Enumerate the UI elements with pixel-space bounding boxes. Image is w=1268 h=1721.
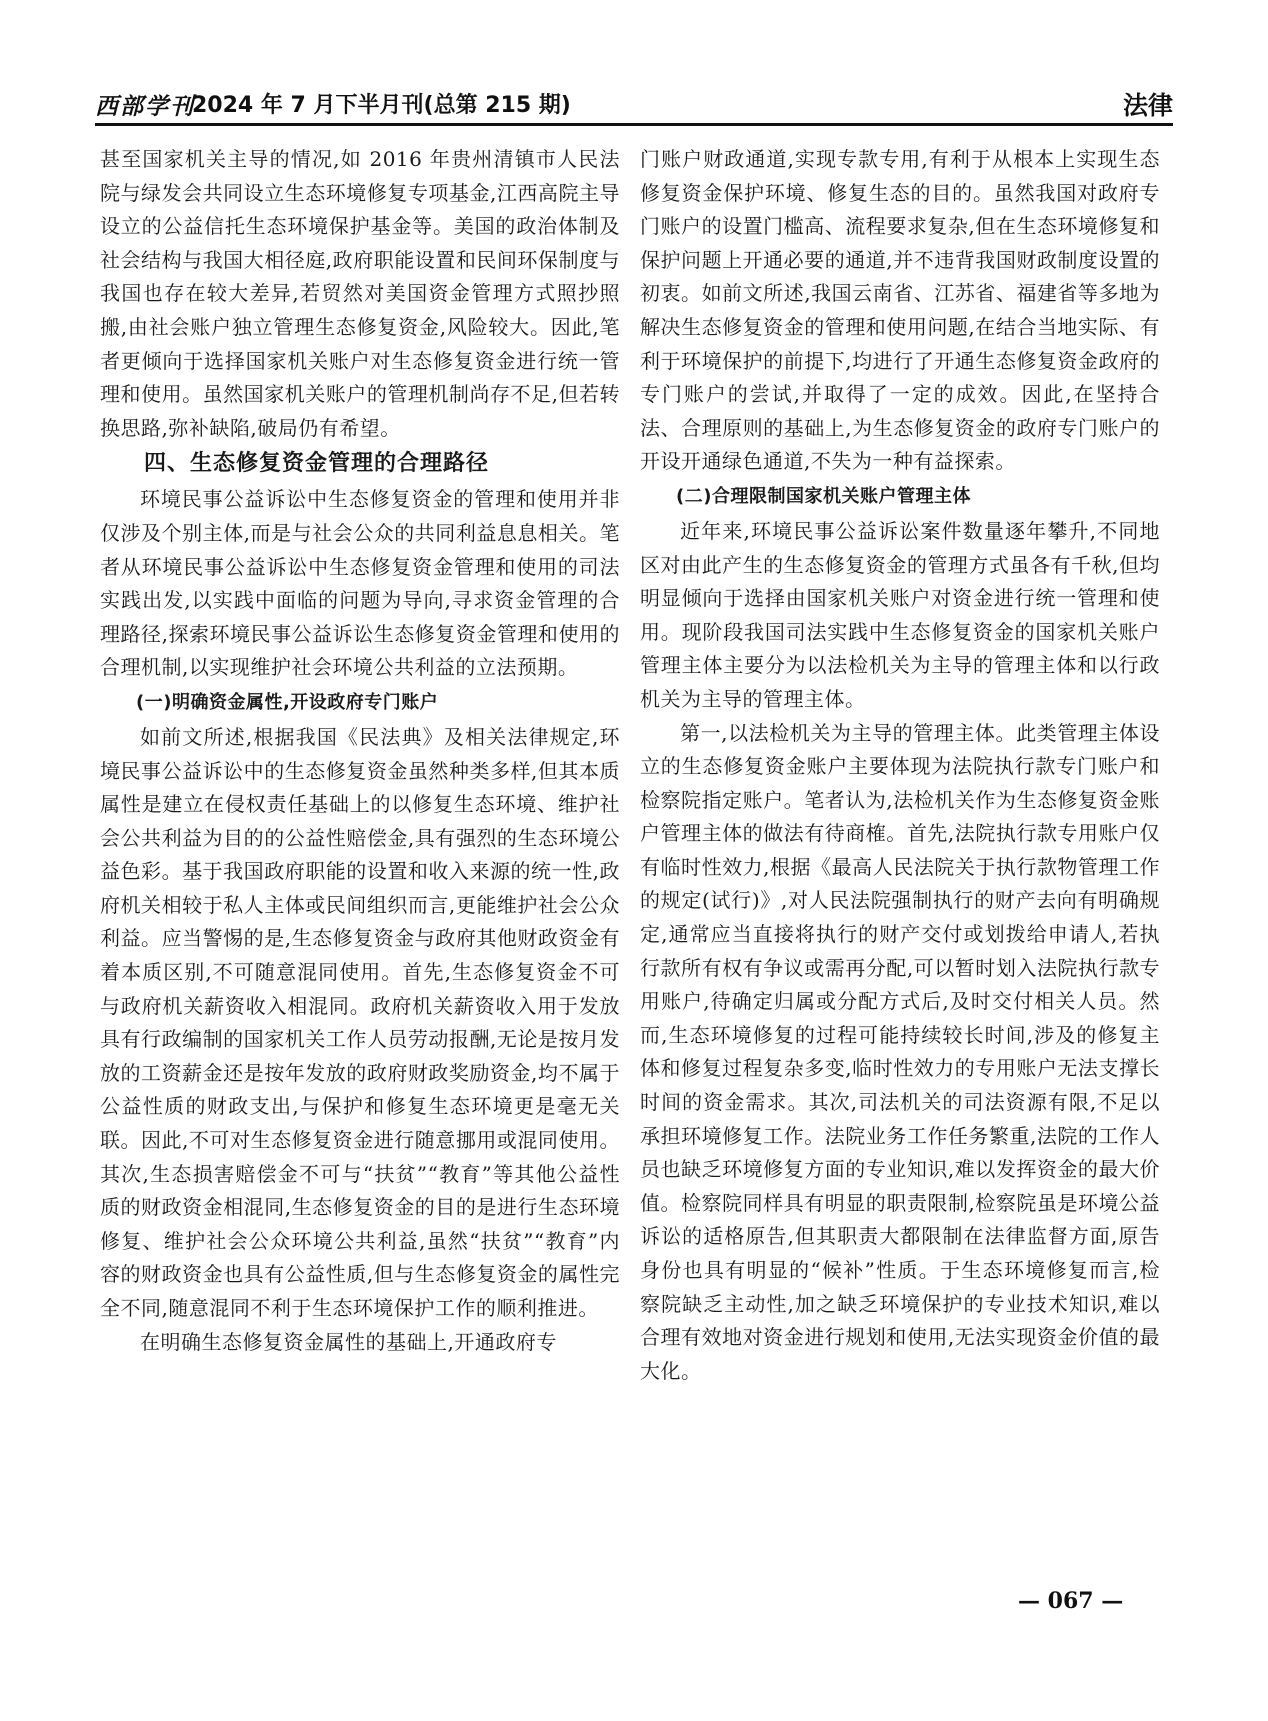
page-number: — 067 — xyxy=(1018,1588,1124,1614)
page-header xyxy=(95,86,1173,122)
issue-info: 2024 年 7 月下半月刊(总第 215 期) xyxy=(192,93,571,118)
paragraph: 甚至国家机关主导的情况,如 2016 年贵州清镇市人民法院与绿发会共同设立生态环境修复专项基金,江西高院主导设立的公益信托生态环境保护基金等。美国的政治体制及社会结构与我国大相径庭,政府职能设置和民间环保制度与我国也存在较大差异,若贸然对美国资金管理方式照抄照搬,由社会账户独立管理生态修复资金,风险较大。因此,笔者更倾向于选择国家机关账户对生态修复资金进行统一管理和使用。虽然国家机关账户的管理机制尚存不足,但若转换思路,弥补缺陷,破局仍有希望。 xyxy=(100,147,620,440)
paragraph: 第一,以法检机关为主导的管理主体。此类管理主体设立的生态修复资金账户主要体现为法院执行款专门账户和检察院指定账户。笔者认为,法检机关作为生态修复资金账户管理主体的做法有待商榷。首先,法院执行款专用账户仅有临时性效力,根据《最高人民法院关于执行款物管理工作的规定(试行)》,对人民法院强制执行的财产去向有明确规定,通常应当直接将执行的财产交付或划拨给申请人,若执行款所有权有争议或需再分配,可以暂时划入法院执行款专用账户,待确定归属或分配方式后,及时交付相关人员。然而,生态环境修复的过程可能持续较长时间,涉及的修复主体和修复过程复杂多变,临时性效力的专用账户无法支撑长时间的资金需求。其次,司法机关的司法资源有限,不足以承担环境修复工作。法院业务工作任务繁重,法院的工作人员也缺乏环境修复方面的专业知识,难以发挥资金的最大价值。检察院同样具有明显的职责限制,检察院虽是环境公益诉讼的适格原告,但其职责大都限制在法律监督方面,原告身份也具有明显的“候补”性质。于生态环境修复而言,检察院缺乏主动性,加之缺乏环境保护的专业技术知识,难以合理有效地对资金进行规划和使用,无法实现资金价值的最大化。 xyxy=(640,720,1160,1383)
paragraph: 门账户财政通道,实现专款专用,有利于从根本上实现生态修复资金保护环境、修复生态的目的。虽然我国对政府专门账户的设置门槛高、流程要求复杂,但在生态环境修复和保护问题上开通必要的通道,并不违背我国财政制度设置的初衷。如前文所述,我国云南省、江苏省、福建省等多地为解决生态修复资金的管理和使用问题,在结合当地实际、有利于环境保护的前提下,均进行了开通生态修复资金政府的专门账户的尝试,并取得了一定的成效。因此,在坚持合法、合理原则的基础上,为生态修复资金的政府专门账户的开设开通绿色通道,不失为一种有益探索。 xyxy=(640,147,1160,474)
paragraph: 如前文所述,根据我国《民法典》及相关法律规定,环境民事公益诉讼中的生态修复资金虽然种类多样,但其本质属性是建立在侵权责任基础上的以修复生态环境、维护社会公共利益为目的的公益性赔偿金,具有强烈的生态环境公益色彩。基于我国政府职能的设置和收入来源的统一性,政府机关相较于私人主体或民间组织而言,更能维护社会公众利益。应当警惕的是,生态修复资金与政府其他财政资金有着本质区别,不可随意混同使用。首先,生态修复资金不可与政府机关薪资收入相混同。政府机关薪资收入用于发放具有行政编制的国家机关工作人员劳动报酬,无论是按月发放的工资薪金还是按年发放的政府财政奖励资金,均不属于公益性质的财政支出,与保护和修复生态环境更是毫无关联。因此,不可对生态修复资金进行随意挪用或混同使用。其次,生态损害赔偿金不可与“扶贫”“教育”等其他公益性质的财政资金相混同,生态修复资金的目的是进行生态环境修复、维护社会公众环境公共利益,虽然“扶贫”“教育”内容的财政资金也具有公益性质,但与生态修复资金的属性完全不同,随意混同不利于生态环境保护工作的顺利推进。 xyxy=(100,724,620,1320)
paragraph: 环境民事公益诉讼中生态修复资金的管理和使用并非仅涉及个别主体,而是与社会公众的共同利益息息相关。笔者从环境民事公益诉讼中生态修复资金管理和使用的司法实践出发,以实践中面临的问题为导向,寻求资金管理的合理路径,探索环境民事公益诉讼生态修复资金管理和使用的合理机制,以实现维护社会环境公共利益的立法预期。 xyxy=(100,487,620,680)
subsection-heading: (一)明确资金属性,开设政府专门账户 xyxy=(136,691,439,713)
section-label: 法律 xyxy=(1122,91,1173,120)
left-column xyxy=(100,143,620,1359)
header-rule xyxy=(95,123,1173,126)
journal-logo: 西部学刊 xyxy=(95,93,195,120)
paragraph: 近年来,环境民事公益诉讼案件数量逐年攀升,不同地区对由此产生的生态修复资金的管理方式虽各有千秋,但均明显倾向于选择由国家机关账户对资金进行统一管理和使用。现阶段我国司法实践中生态修复资金的国家机关账户管理主体主要分为以法检机关为主导的管理主体和以行政机关为主导的管理主体。 xyxy=(640,518,1160,711)
right-column xyxy=(640,143,1160,1388)
section-heading: 四、生态修复资金管理的合理路径 xyxy=(144,451,490,477)
paragraph: 在明确生态修复资金属性的基础上,开通政府专 xyxy=(140,1329,557,1354)
subsection-heading: (二)合理限制国家机关账户管理主体 xyxy=(676,485,971,507)
